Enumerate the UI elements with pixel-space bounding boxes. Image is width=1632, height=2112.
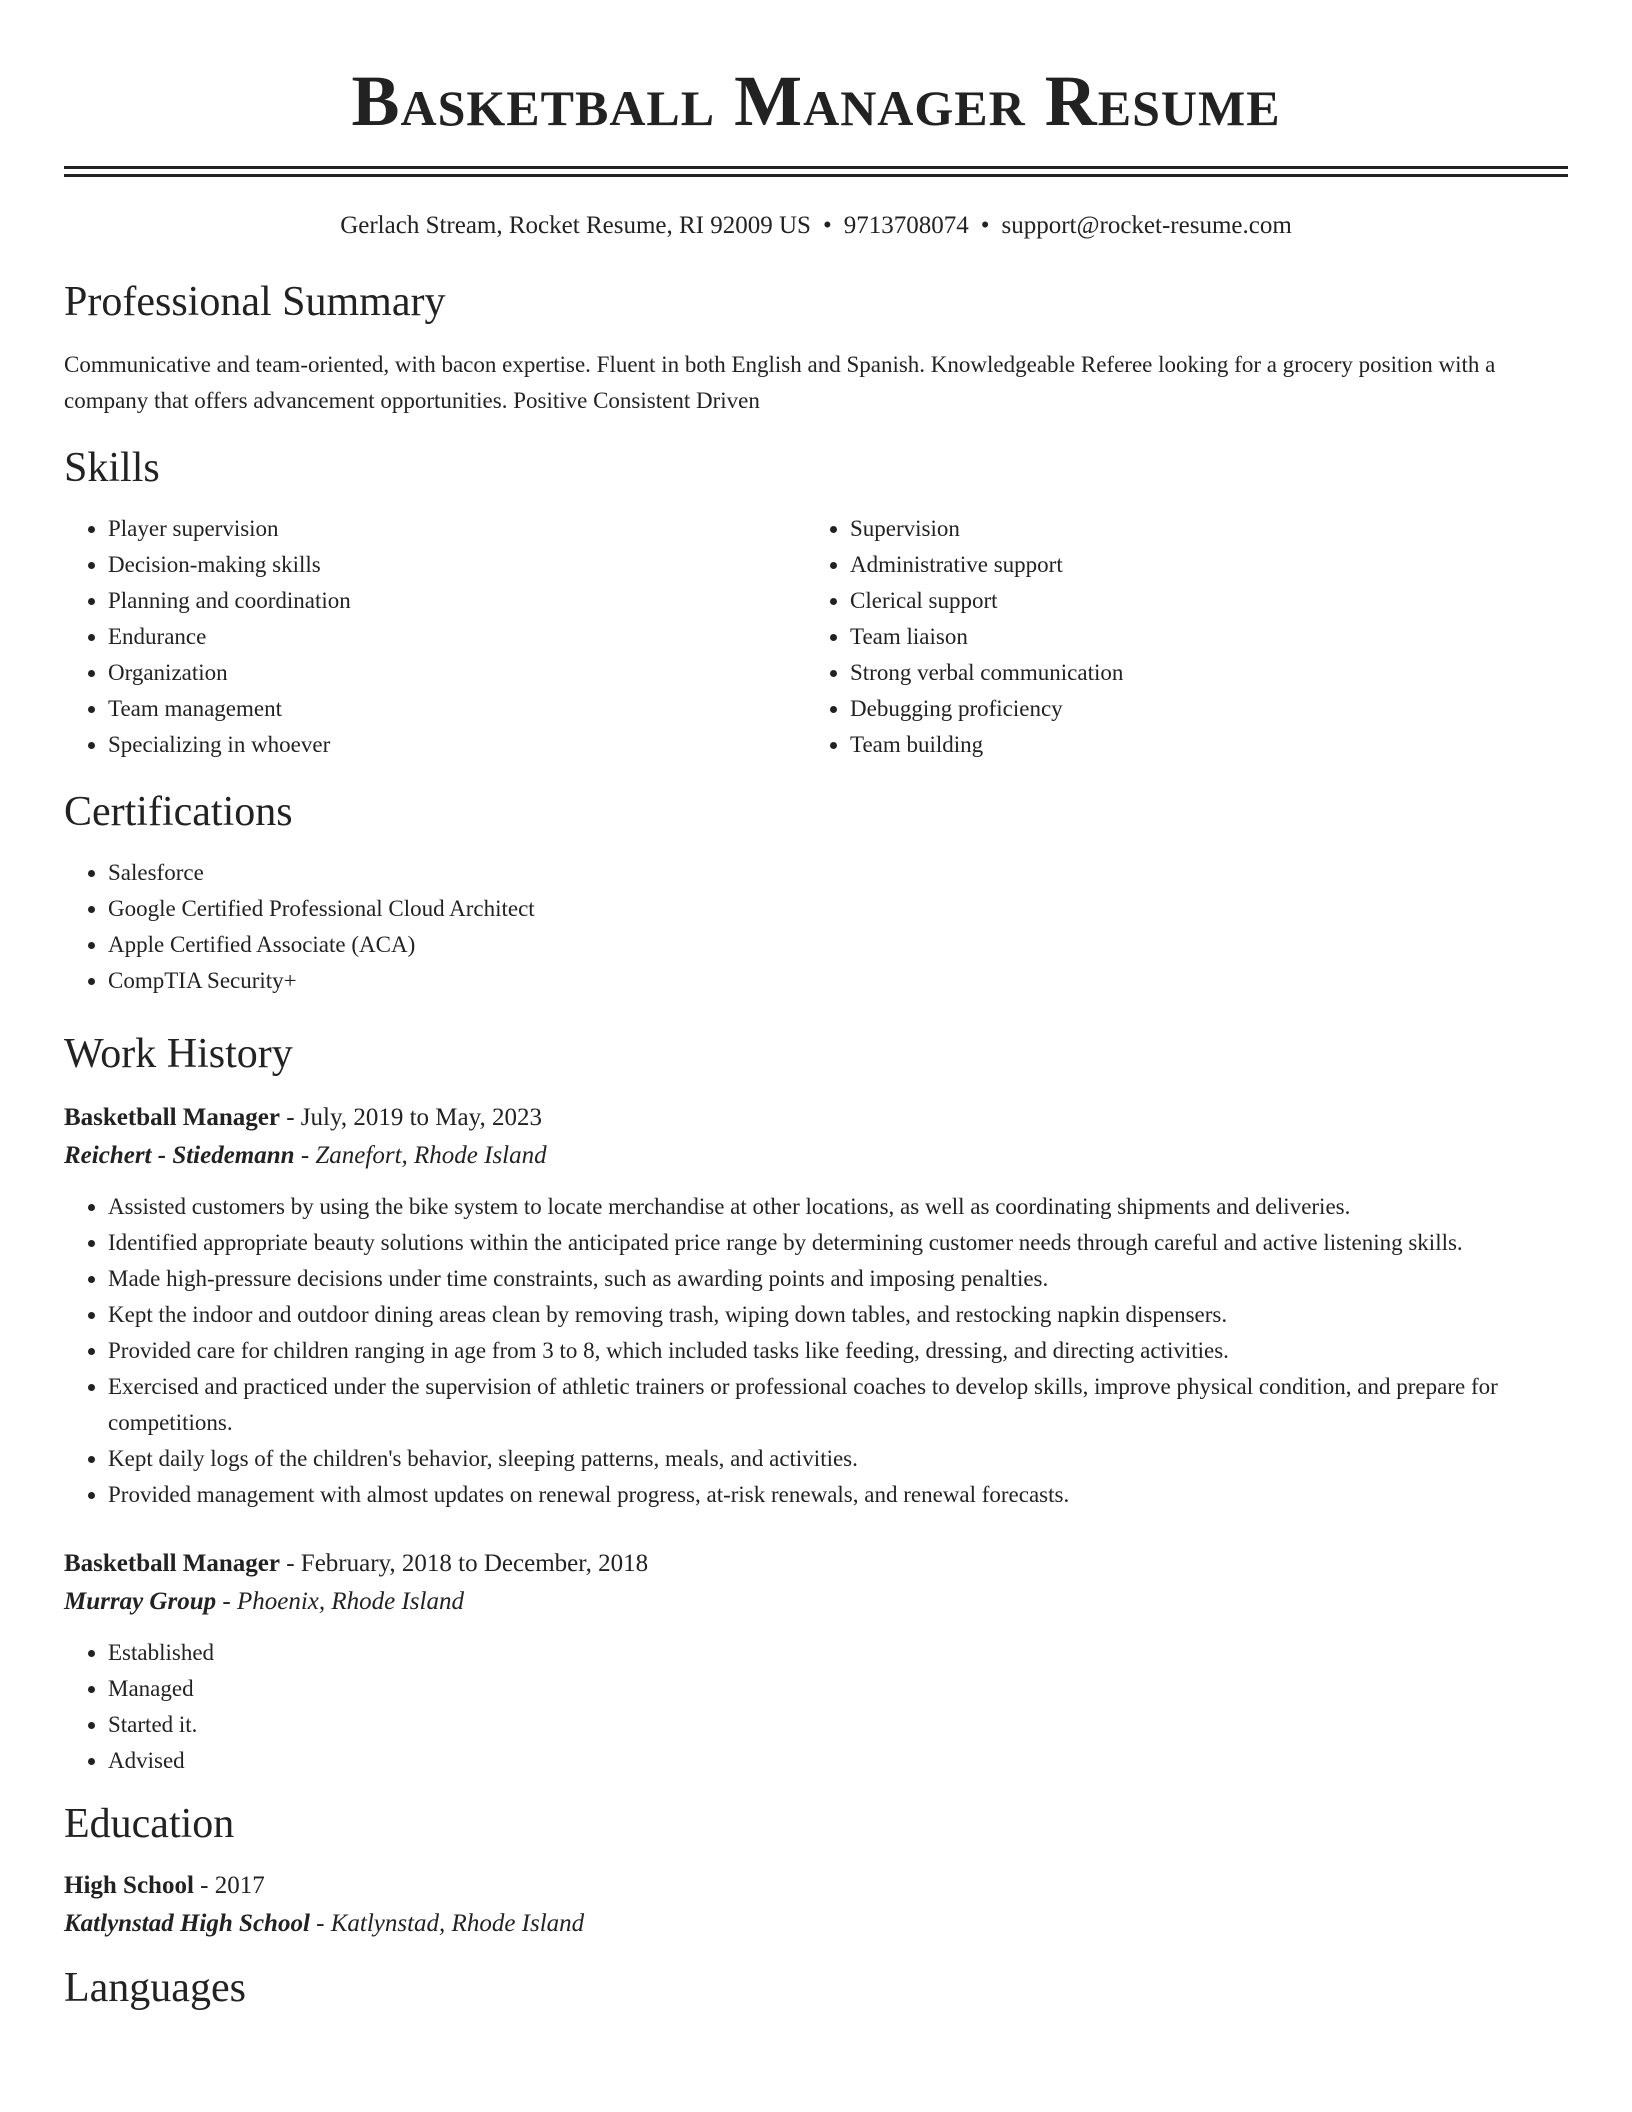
job-bullet: • Made high-pressure decisions under time constraints, such as awarding points and imposing penalties. <box>108 1261 1568 1297</box>
certifications-section <box>64 787 1568 999</box>
contact-separator: • <box>980 212 990 239</box>
skills-list-right <box>806 511 1548 763</box>
job-entry <box>64 1545 1568 1779</box>
contact-address: Gerlach Stream, Rocket Resume, RI 92009 US <box>340 212 811 239</box>
contact-email: support@rocket-resume.com <box>1001 212 1292 239</box>
job-bullet: • Established <box>108 1635 1568 1671</box>
summary-section <box>64 277 1568 419</box>
job-bullet: • Started it. <box>108 1707 1568 1743</box>
school-line <box>64 1905 1568 1943</box>
skill-item: • Planning and coordination <box>108 583 806 619</box>
summary-heading: Professional Summary <box>64 279 446 325</box>
degree: High School <box>64 1872 194 1899</box>
skill-item: • Strong verbal communication <box>850 655 1548 691</box>
job-bullet: • Advised <box>108 1743 1568 1779</box>
summary-text: Communicative and team-oriented, with bacon expertise. Fluent in both English and Spanish. Knowledgeable Referee looking for a grocery position with a company that offers advancement opportunities. Positive Consistent Driven <box>64 352 1496 413</box>
job-dates: - July, 2019 to May, 2023 <box>279 1104 542 1131</box>
education-entry <box>64 1867 1568 1943</box>
certification-item: • Apple Certified Associate (ACA) <box>108 927 1568 963</box>
job-company: Reichert - Stiedemann <box>64 1142 295 1169</box>
certifications-heading: Certifications <box>64 789 293 835</box>
job-bullet: • Managed <box>108 1671 1568 1707</box>
work-history-heading: Work History <box>64 1031 293 1077</box>
job-bullet: • Exercised and practiced under the supervision of athletic trainers or professional coaches to develop skills, improve physical condition, and prepare for competitions. <box>108 1369 1568 1441</box>
job-company: Murray Group <box>64 1588 217 1615</box>
job-company-line <box>64 1583 1568 1621</box>
job-bullets <box>64 1635 1568 1779</box>
skill-item: • Specializing in whoever <box>108 727 806 763</box>
certifications-list <box>64 855 1568 999</box>
job-bullet: • Provided management with almost updates on renewal progress, at-risk renewals, and renewal forecasts. <box>108 1477 1568 1513</box>
job-bullet: • Kept daily logs of the children's behavior, sleeping patterns, meals, and activities. <box>108 1441 1568 1477</box>
degree-line <box>64 1867 1568 1905</box>
skills-section <box>64 443 1568 763</box>
certification-item: • Salesforce <box>108 855 1568 891</box>
contact-separator: • <box>822 212 832 239</box>
certification-item: • Google Certified Professional Cloud Architect <box>108 891 1568 927</box>
skills-list-left <box>64 511 806 763</box>
job-title-line <box>64 1099 1568 1137</box>
job-entry <box>64 1099 1568 1513</box>
contact-line <box>64 211 1568 241</box>
skill-item: • Player supervision <box>108 511 806 547</box>
skill-item: • Decision-making skills <box>108 547 806 583</box>
languages-section <box>64 1963 1568 2013</box>
job-title-line <box>64 1545 1568 1583</box>
skill-item: • Clerical support <box>850 583 1548 619</box>
school-name: Katlynstad High School <box>64 1910 310 1937</box>
job-title: Basketball Manager <box>64 1550 280 1577</box>
languages-heading: Languages <box>64 1965 246 2011</box>
skill-item: • Team building <box>850 727 1548 763</box>
job-bullet: • Identified appropriate beauty solutions within the anticipated price range by determining customer needs through careful and active listening skills. <box>108 1225 1568 1261</box>
skills-heading: Skills <box>64 445 160 491</box>
skills-grid <box>64 511 1568 763</box>
title-divider <box>64 166 1568 177</box>
job-location: - Phoenix, Rhode Island <box>216 1588 464 1615</box>
education-section <box>64 1799 1568 1943</box>
skill-item: • Team management <box>108 691 806 727</box>
certification-item: • CompTIA Security+ <box>108 963 1568 999</box>
contact-phone: 9713708074 <box>843 212 969 239</box>
job-bullet: • Kept the indoor and outdoor dining areas clean by removing trash, wiping down tables, and restocking napkin dispensers. <box>108 1297 1568 1333</box>
education-heading: Education <box>64 1801 235 1847</box>
job-company-line <box>64 1137 1568 1175</box>
skill-item: • Administrative support <box>850 547 1548 583</box>
job-location: - Zanefort, Rhode Island <box>294 1142 547 1169</box>
work-history-section <box>64 1029 1568 1779</box>
resume-page <box>64 0 1568 2013</box>
resume-title: Basketball Manager Resume <box>351 61 1281 141</box>
job-title: Basketball Manager <box>64 1104 280 1131</box>
job-bullet: • Provided care for children ranging in age from 3 to 8, which included tasks like feeding, dressing, and directing activities. <box>108 1333 1568 1369</box>
job-bullet: • Assisted customers by using the bike system to locate merchandise at other locations, as well as coordinating shipments and deliveries. <box>108 1189 1568 1225</box>
graduation-year: - 2017 <box>193 1872 265 1899</box>
skill-item: • Endurance <box>108 619 806 655</box>
school-location: - Katlynstad, Rhode Island <box>309 1910 585 1937</box>
skill-item: • Supervision <box>850 511 1548 547</box>
skill-item: • Organization <box>108 655 806 691</box>
skill-item: • Team liaison <box>850 619 1548 655</box>
job-dates: - February, 2018 to December, 2018 <box>279 1550 649 1577</box>
job-bullets <box>64 1189 1568 1513</box>
skill-item: • Debugging proficiency <box>850 691 1548 727</box>
